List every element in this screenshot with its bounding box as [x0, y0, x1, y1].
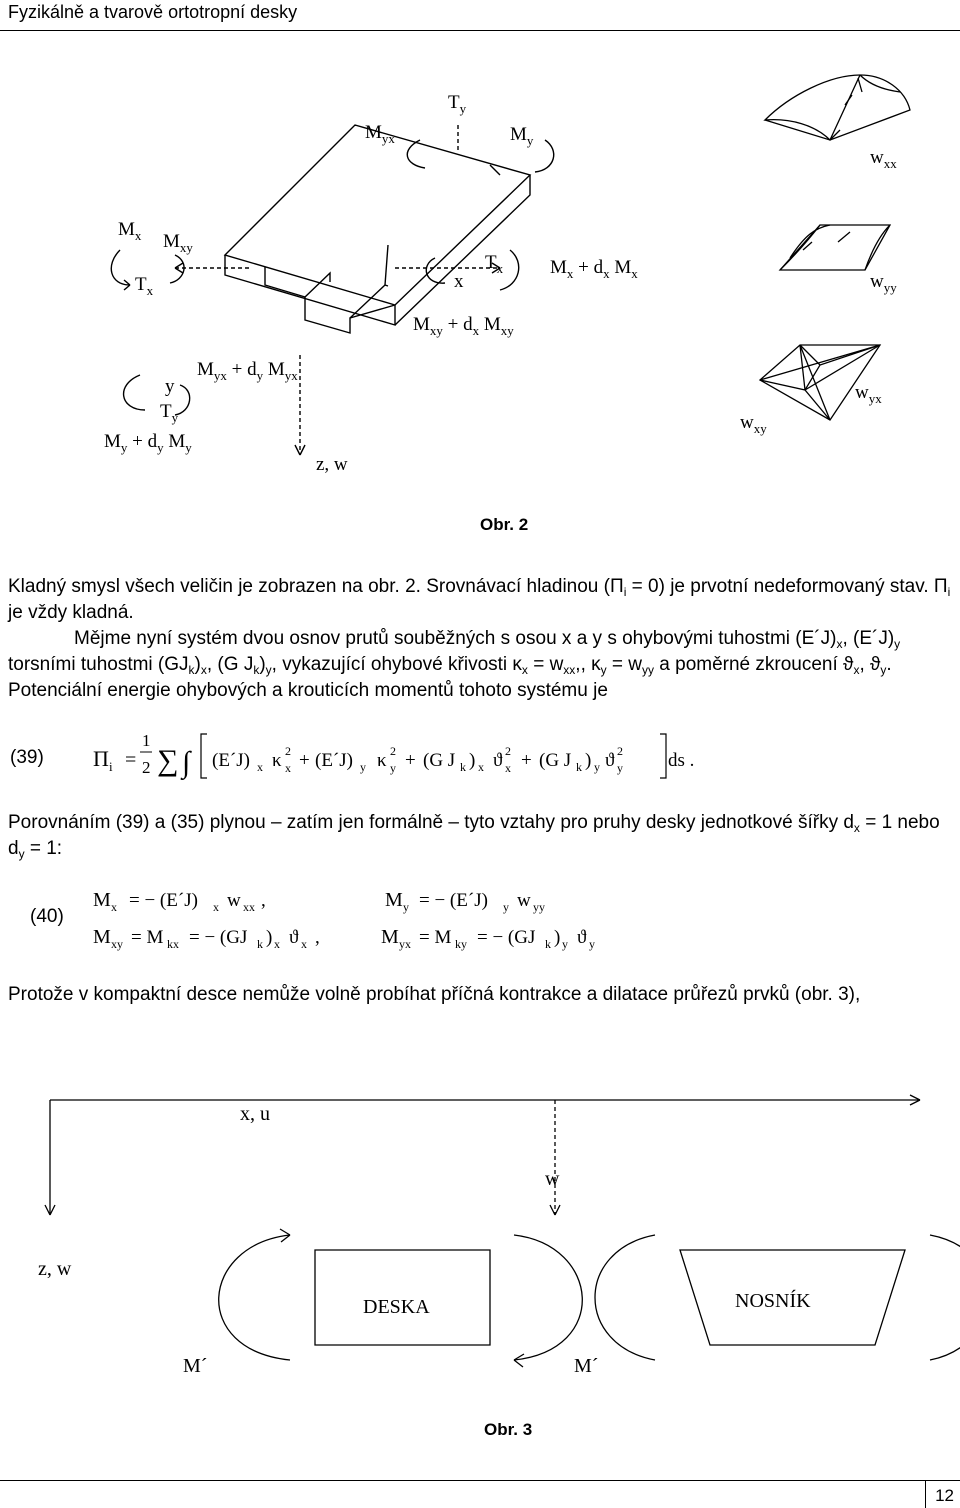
page-number: 12	[935, 1486, 954, 1505]
svg-text:= M: = M	[419, 927, 452, 948]
svg-text:x: x	[274, 937, 280, 951]
svg-text:2: 2	[390, 744, 396, 758]
svg-text:= M: = M	[131, 927, 164, 948]
svg-text:ϑ: ϑ	[577, 927, 587, 948]
svg-text:Myx + dy Myx: $M_{yx} + d_y$ $M_{yx}$	[197, 359, 298, 383]
equation-40-label: (40)	[30, 906, 64, 927]
svg-text:w: w	[227, 890, 241, 911]
svg-text:z, w: z, w	[38, 1258, 72, 1280]
svg-text:M: M	[385, 889, 403, 911]
svg-text:y: y	[589, 937, 595, 951]
svg-text:2: 2	[617, 744, 623, 758]
svg-text:M: M	[93, 926, 111, 948]
equation-39-label: (39)	[10, 747, 44, 768]
svg-text:ϑ: ϑ	[289, 927, 299, 948]
svg-text:xy: xy	[111, 937, 123, 951]
svg-text:ϑ: ϑ	[493, 750, 503, 771]
svg-text:(E´J): (E´J)	[212, 750, 250, 771]
svg-text:Myx: $M_{yx}$	[365, 122, 395, 146]
svg-text:): )	[266, 927, 273, 948]
deform-wxx-sketch	[765, 75, 910, 140]
svg-text:(E´J): (E´J)	[315, 750, 353, 771]
svg-text:x: x	[454, 271, 464, 292]
svg-text:DESKA: DESKA	[363, 1296, 430, 1318]
svg-text:y: y	[165, 376, 175, 397]
svg-text:Mxy + dx Mxy: $M_{xy} + d_x$ $M_{xy}$	[413, 314, 514, 338]
svg-text:= − (GJ: = − (GJ	[477, 927, 536, 948]
svg-text:y: y	[390, 761, 396, 775]
svg-text:x, u: x, u	[240, 1103, 270, 1125]
moment-arc-left	[219, 1235, 290, 1360]
svg-text:2: 2	[505, 744, 511, 758]
svg-text:ds .: ds .	[668, 750, 695, 771]
svg-text:y: y	[617, 761, 623, 775]
svg-text:i: i	[109, 759, 113, 774]
svg-text:y: y	[562, 937, 568, 951]
svg-text:x: x	[257, 760, 263, 774]
svg-text:x: x	[301, 937, 307, 951]
svg-text:k: k	[576, 760, 582, 774]
figure-2	[0, 40, 960, 540]
svg-text:y: y	[594, 760, 600, 774]
svg-text:wxx: $w_{xx}$	[870, 147, 897, 171]
svg-text:+: +	[521, 750, 532, 771]
deform-wyy-sketch	[780, 225, 890, 270]
svg-text:2: 2	[285, 744, 291, 758]
svg-text:= − (E´J): = − (E´J)	[129, 890, 198, 911]
svg-text:,: ,	[261, 890, 266, 911]
svg-text:My + dy My: $M_y + d_y$ $M_y$	[104, 431, 192, 455]
svg-text:Ty: $T_y$	[160, 401, 179, 425]
svg-text:x: x	[213, 900, 219, 914]
svg-text:Mx: $M_x$	[118, 219, 142, 243]
svg-text:wyx: $w_{yx}$	[855, 382, 882, 406]
svg-text:kx: kx	[167, 937, 179, 951]
svg-text:y: y	[503, 900, 509, 914]
svg-text:x: x	[111, 900, 117, 914]
svg-text:z, w: z, w	[316, 454, 348, 475]
svg-text:M´: M´	[574, 1355, 599, 1377]
svg-text:2: 2	[142, 758, 151, 777]
svg-text:,: ,	[315, 927, 320, 948]
svg-text:My: $M_y$	[510, 124, 534, 148]
svg-text:κ: κ	[377, 750, 387, 771]
svg-text:w: w	[545, 1168, 560, 1190]
paragraph-1: Kladný smysl všech veličin je zobrazen na obr. 2. Srovnávací hladinou $(\Pi_i = 0)$ je prvotní nedeformovaný stav. $\Pi_i$ je vždy kladná.	[8, 576, 951, 623]
svg-text:ϑ: ϑ	[605, 750, 615, 771]
svg-text:x: x	[478, 760, 484, 774]
figure-3-caption: Obr. 3	[484, 1420, 533, 1439]
svg-text:Ty: $T_y$	[448, 92, 467, 116]
svg-text:wxy: $w_{xy}$	[740, 412, 767, 436]
figure-2-caption: Obr. 2	[480, 515, 529, 534]
svg-text:): )	[554, 927, 561, 948]
paragraph-4: Protože v kompaktní desce nemůže volně probíhat příčná kontrakce a dilatace průřezů prvků (obr. 3),	[8, 984, 861, 1005]
svg-text:wyy: $w_{yy}$	[870, 271, 897, 295]
svg-text:k: k	[257, 937, 263, 951]
header-rule	[0, 30, 960, 31]
svg-text:1: 1	[142, 731, 151, 750]
svg-text:NOSNÍK: NOSNÍK	[735, 1290, 811, 1312]
svg-text:Π: Π	[93, 746, 109, 771]
svg-text:+: +	[299, 750, 310, 771]
svg-text:yx: yx	[399, 937, 411, 951]
svg-text:+: +	[405, 750, 416, 771]
svg-text:(G J: (G J	[539, 750, 572, 771]
svg-text:): )	[469, 750, 476, 771]
svg-text:(G J: (G J	[423, 750, 456, 771]
svg-text:∫: ∫	[182, 746, 191, 779]
figure-3	[0, 1080, 960, 1410]
plate-top-face	[225, 125, 530, 305]
svg-text:M: M	[381, 926, 399, 948]
svg-text:M´: M´	[183, 1355, 208, 1377]
svg-text:ky: ky	[455, 937, 467, 951]
svg-text:∑: ∑	[157, 744, 179, 777]
footer-rule	[0, 1480, 925, 1481]
svg-text:= − (GJ: = − (GJ	[189, 927, 248, 948]
svg-text:k: k	[545, 937, 551, 951]
plate-side	[225, 255, 395, 325]
moment-arc-right	[595, 1235, 655, 1360]
svg-text:Mx + dx Mx: $M_x + d_x$ $M_x$	[550, 257, 638, 281]
svg-text:=: =	[125, 749, 137, 771]
svg-text:= − (E´J): = − (E´J)	[419, 890, 488, 911]
svg-text:M: M	[93, 889, 111, 911]
label-Ty: T	[448, 92, 460, 113]
svg-text:Tx: $T_x$	[485, 252, 504, 276]
svg-text:xx: xx	[243, 900, 255, 914]
svg-text:x: x	[505, 761, 511, 775]
svg-text:k: k	[460, 760, 466, 774]
svg-text:x: x	[285, 761, 291, 775]
page-number-box	[925, 1480, 960, 1508]
page-header-title: Fyzikálně a tvarově ortotropní desky	[8, 2, 298, 22]
svg-text:Mxy: $M_{xy}$	[163, 231, 193, 255]
svg-text:κ: κ	[272, 750, 282, 771]
svg-text:w: w	[517, 890, 531, 911]
svg-text:y: y	[403, 900, 409, 914]
paragraph-2: Mějme nyní systém dvou osnov prutů souběžných s osou x a y s ohybovými tuhostmi $(E´J)_x$, $(E´J)_y$ torsními tuhostmi $(GJ_k)_x$, (G $J_k)_y$, vykazující ohybové křivosti $\kappa_x = w_{xx}$,, $\kappa_y = w_{yy}$ a poměrné zkroucení $ϑ_x$, $ϑ_y$. Potenciální energie ohybových a krouticích momentů tohoto systému je	[8, 628, 901, 701]
equation-40	[85, 878, 645, 958]
plate-front	[395, 175, 530, 325]
svg-text:Tx: $T_x$	[135, 274, 154, 298]
svg-text:yy: yy	[533, 900, 545, 914]
svg-text:y: y	[360, 760, 366, 774]
equation-39	[85, 728, 725, 788]
svg-text:): )	[585, 750, 592, 771]
paragraph-3: Porovnáním (39) a (35) plynou – zatím jen formálně – tyto vztahy pro pruhy desky jednotkové šířky $d_x = 1$ nebo $d_y = 1$:	[8, 812, 940, 861]
